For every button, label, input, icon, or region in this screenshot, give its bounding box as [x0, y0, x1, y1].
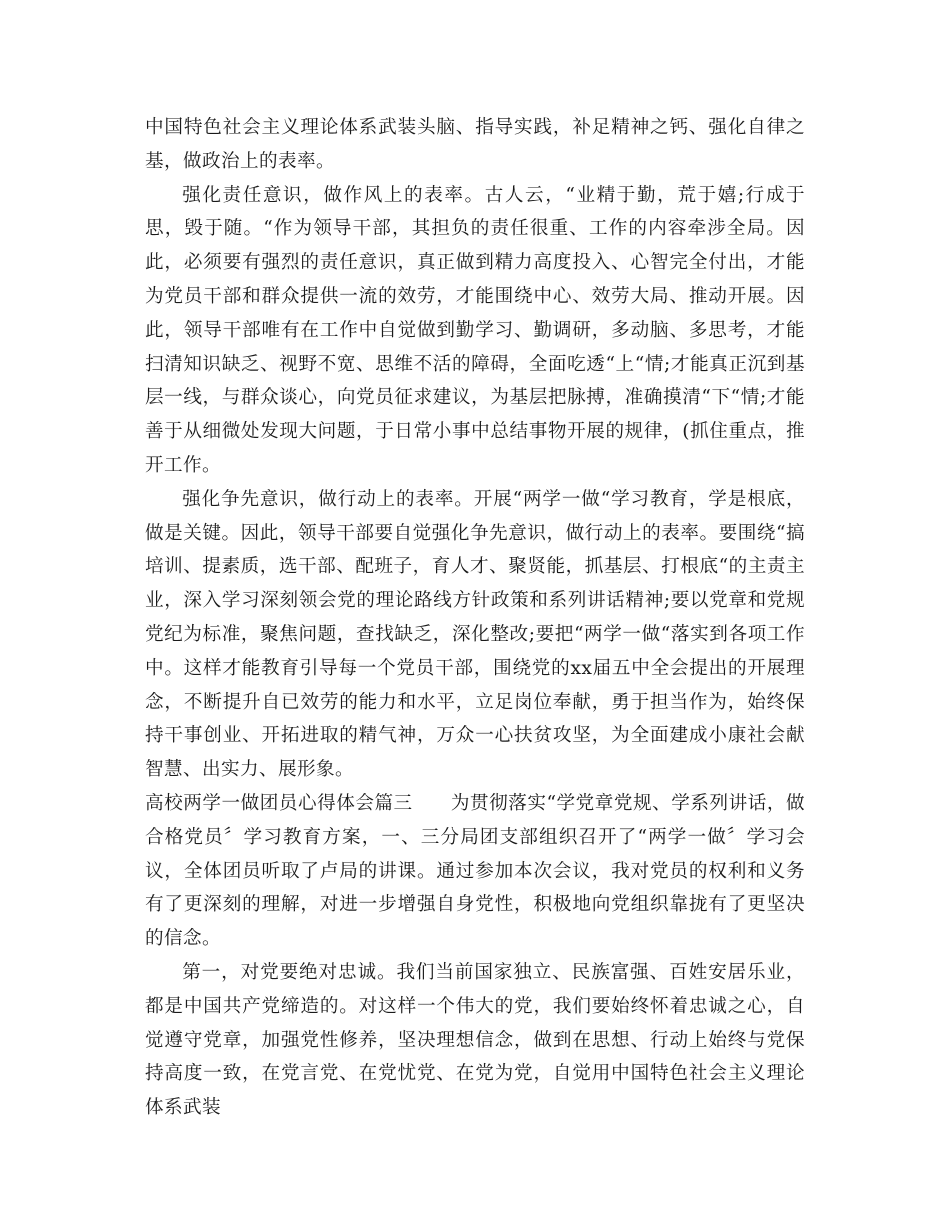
paragraph-5: 第一，对党要绝对忠诚。我们当前国家独立、民族富强、百姓安居乐业，都是中国共产党缔造的。对这样一个伟大的党，我们要始终怀着忠诚之心，自觉遵守党章，加强党性修养，坚决理想信念，做到在思想、行动上始终与党保持高度一致，在党言党、在党忧党、在党为党，自觉用中国特色社会主义理论体系武装	[145, 961, 805, 1119]
paragraph-3: 强化争先意识，做行动上的表率。开展“两学一做“学习教育，学是根底，做是关键。因此，领导干部要自觉强化争先意识，做行动上的表率。要围绕“搞培训、提素质，选干部、配班子，育人才、聚贤能，抓基层、打根底“的主责主业，深入学习深刻领会党的理论路线方针政策和系列讲话精神;要以党章和党规党纪为标准，聚焦问题，查找缺乏，深化整改;要把“两学一做“落实到各项工作中。这样才能教育引导每一个党员干部，围绕党的xx届五中全会提出的开展理念，不断提升自已效劳的能力和水平，立足岗位奉献，勇于担当作为，始终保持干事创业、开拓进取的精气神，万众一心扶贫攻坚，为全面建成小康社会献智慧、出实力、展形象。	[145, 488, 805, 781]
paragraph-1: 中国特色社会主义理论体系武装头脑、指导实践，补足精神之钙、强化自律之基，做政治上的表率。	[145, 117, 805, 172]
document-body	[145, 111, 805, 1125]
paragraph-4-section-heading: 高校两学一做团员心得体会篇三 为贯彻落实“学党章党规、学系列讲话，做合格党员〞学习教育方案，一、三分局团支部组织召开了“两学一做〞学习会议，全体团员听取了卢局的讲课。通过参加本次会议，我对党员的权利和义务有了更深刻的理解，对进一步增强自身党性，积极地向党组织靠拢有了更坚决的信念。	[145, 792, 805, 950]
paragraph-2: 强化责任意识，做作风上的表率。古人云，“业精于勤，荒于嬉;行成于思，毁于随。“作为领导干部，其担负的责任很重、工作的内容牵涉全局。因此，必须要有强烈的责任意识，真正做到精力高度投入、心智完全付出，才能为党员干部和群众提供一流的效劳，才能围绕中心、效劳大局、推动开展。因此，领导干部唯有在工作中自觉做到勤学习、勤调研，多动脑、多思考，才能扫清知识缺乏、视野不宽、思维不活的障碍，全面吃透“上“情;才能真正沉到基层一线，与群众谈心，向党员征求建议，为基层把脉搏，准确摸清“下“情;才能善于从细微处发现大问题，于日常小事中总结事物开展的规律，(抓住重点，推开工作。	[145, 184, 805, 476]
